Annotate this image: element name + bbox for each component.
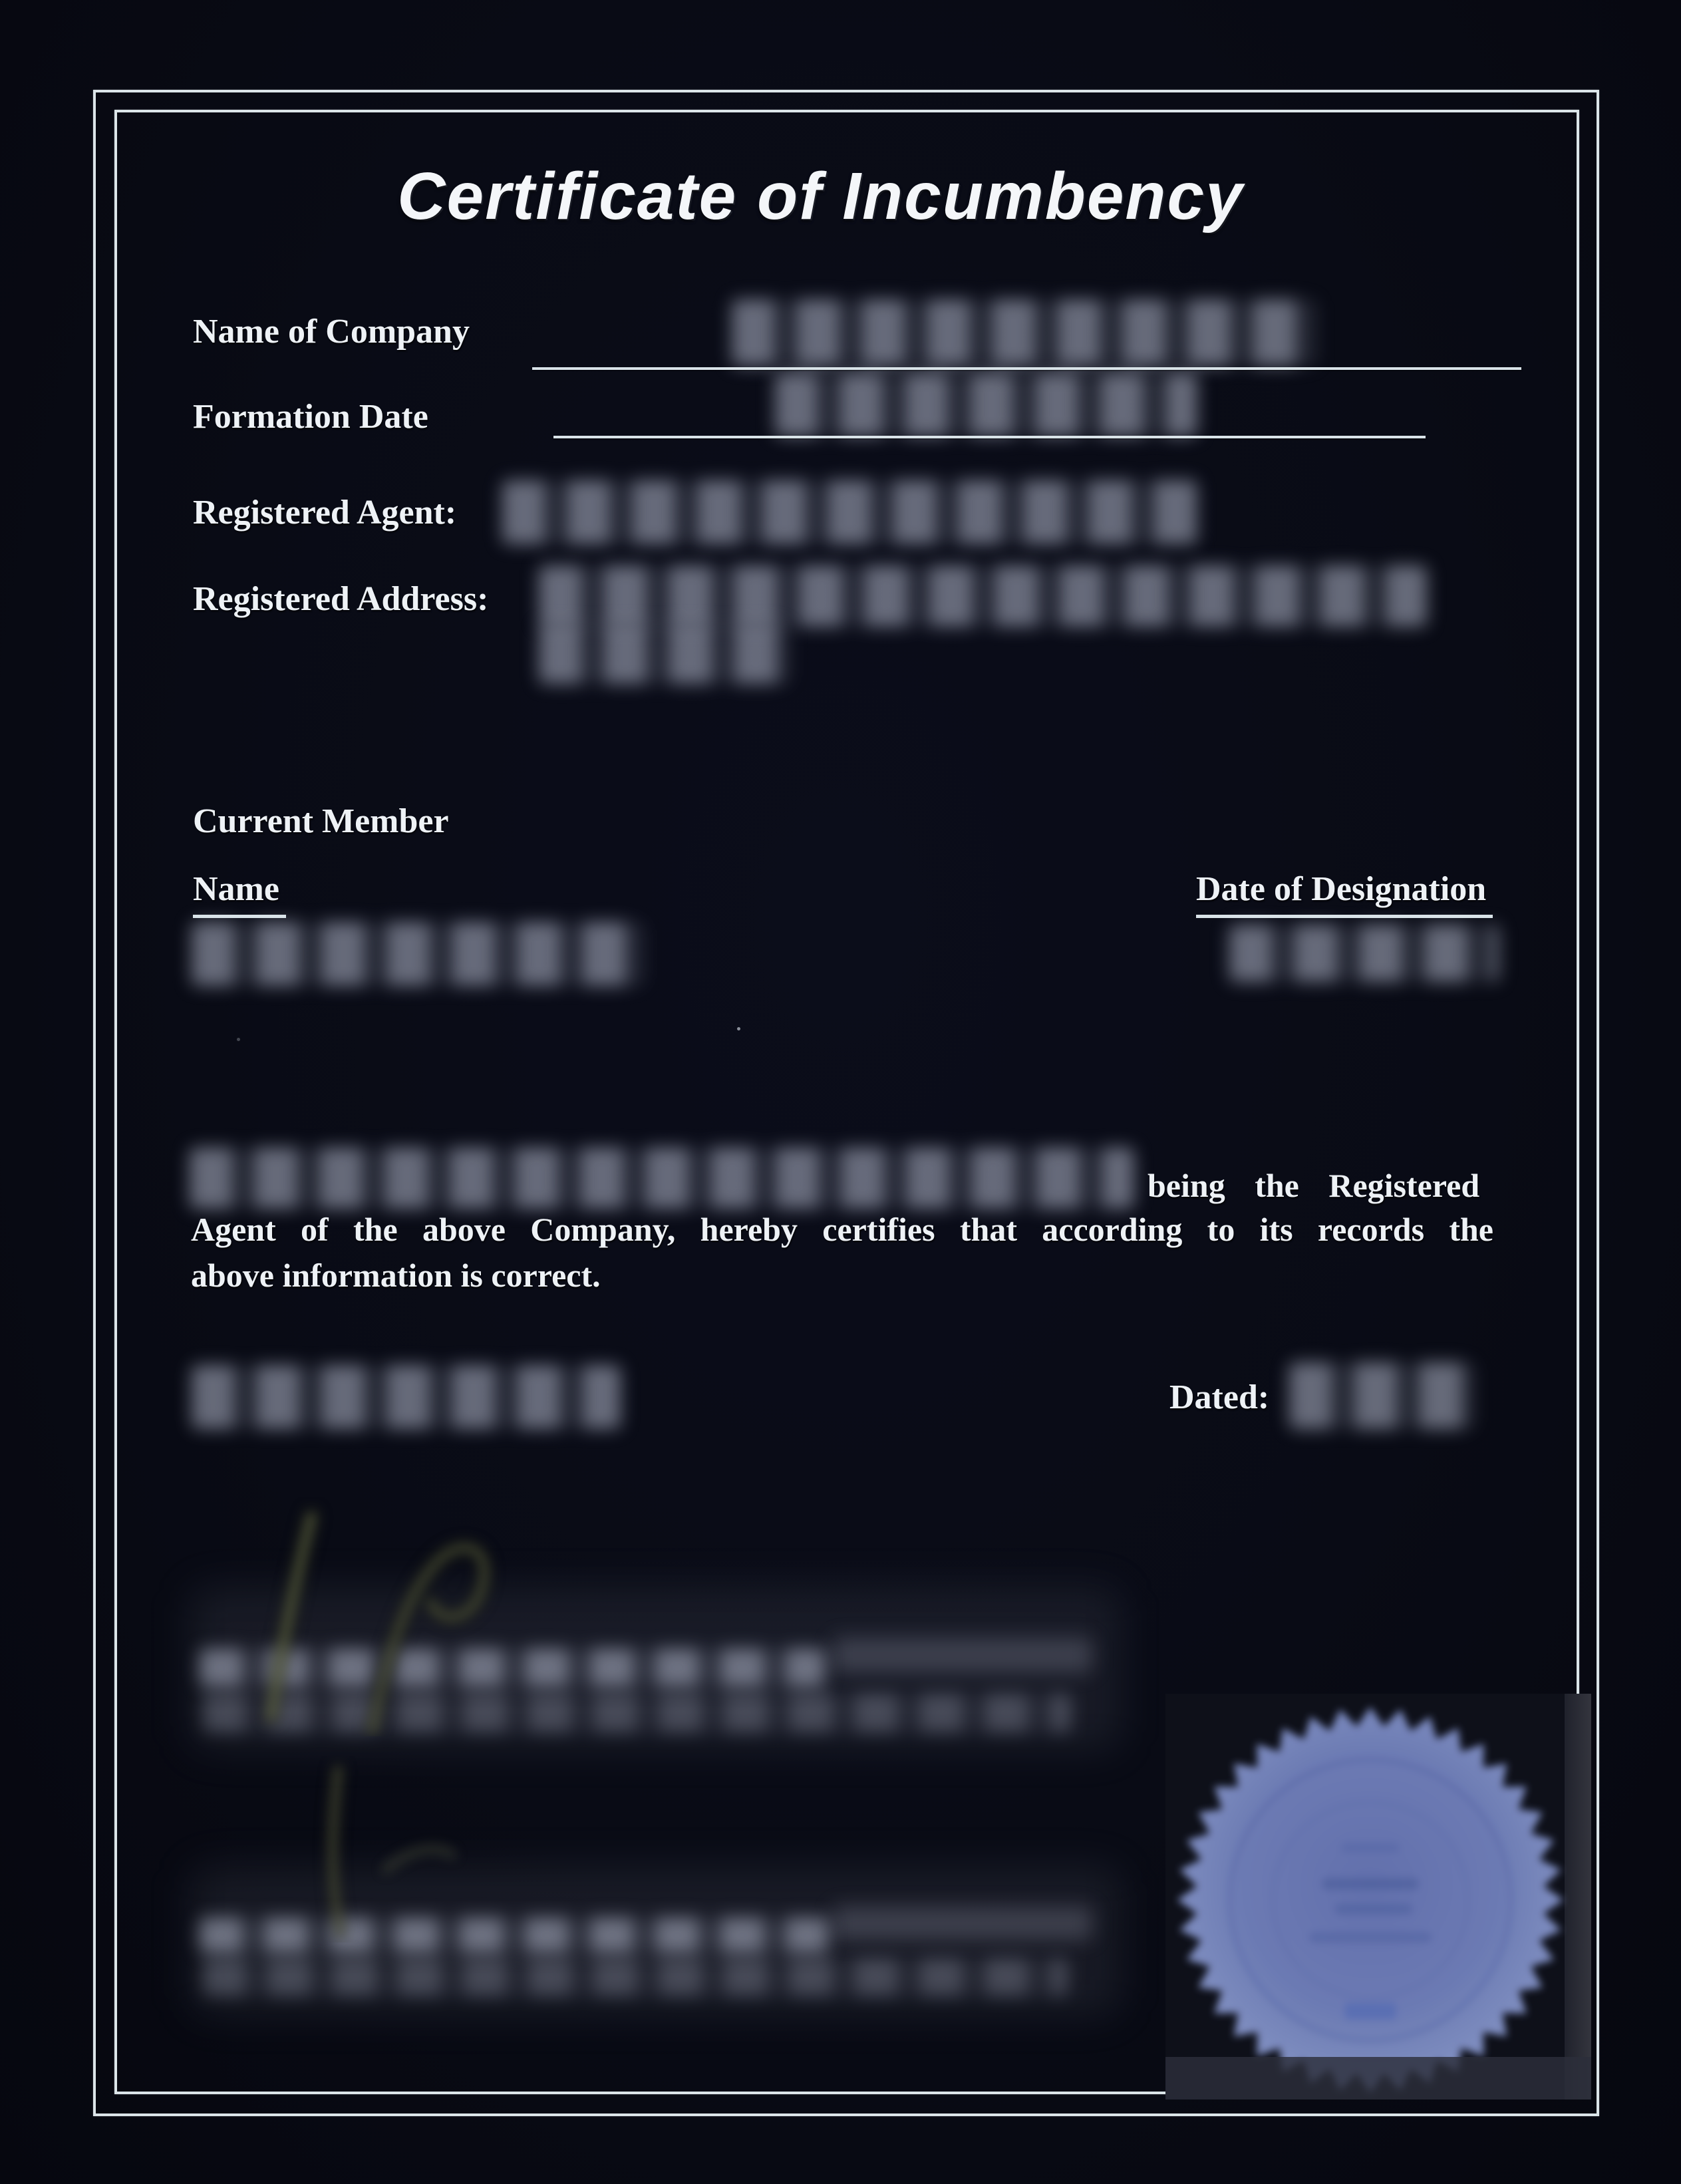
redacted-registered-agent-value [502, 480, 1197, 544]
seal-photo-patch [1165, 1694, 1591, 2100]
company-label: Name of Company [193, 313, 470, 351]
registered-agent-label: Registered Agent: [193, 494, 457, 532]
redacted-execution-place [192, 1365, 621, 1429]
redacted-signature1-rule [833, 1638, 1092, 1672]
seal-patch-shadow [1165, 2057, 1591, 2100]
company-underline [532, 367, 1521, 370]
certification-line2: Agent of the above Company, hereby certifies that according to its records the [191, 1211, 1493, 1248]
member-name-column-header: Name [193, 867, 286, 918]
redacted-certifying-agent-name [190, 1148, 1134, 1209]
certification-line1: being the Registered [1147, 1167, 1480, 1204]
certification-line3: above information is correct. [191, 1257, 601, 1294]
redacted-dated-value [1289, 1362, 1475, 1429]
dated-label: Dated: [1169, 1378, 1270, 1416]
corporate-seal [1171, 1700, 1570, 2100]
signature1-scribble [233, 1497, 632, 1736]
page-title: Certificate of Incumbency [397, 159, 1244, 234]
date-of-designation-column-header: Date of Designation [1196, 867, 1493, 918]
formation-date-label: Formation Date [193, 398, 428, 436]
redacted-signatory2-title-line [203, 1958, 1068, 1996]
redacted-member-name-value [192, 922, 644, 986]
redacted-registered-address-line2 [539, 624, 790, 684]
redacted-registered-address-line1 [539, 565, 1427, 627]
scan-dust-speck [237, 1038, 240, 1041]
redacted-signature2-rule [833, 1907, 1092, 1940]
redacted-company-value [732, 299, 1317, 366]
scan-dust-speck [737, 1027, 740, 1030]
formation-date-underline [553, 436, 1426, 438]
redacted-formation-date-value [775, 373, 1197, 436]
registered-address-label: Registered Address: [193, 580, 489, 618]
signature2-scribble [286, 1756, 552, 1943]
current-member-heading: Current Member [193, 802, 449, 840]
redacted-designation-date-value [1229, 925, 1499, 982]
